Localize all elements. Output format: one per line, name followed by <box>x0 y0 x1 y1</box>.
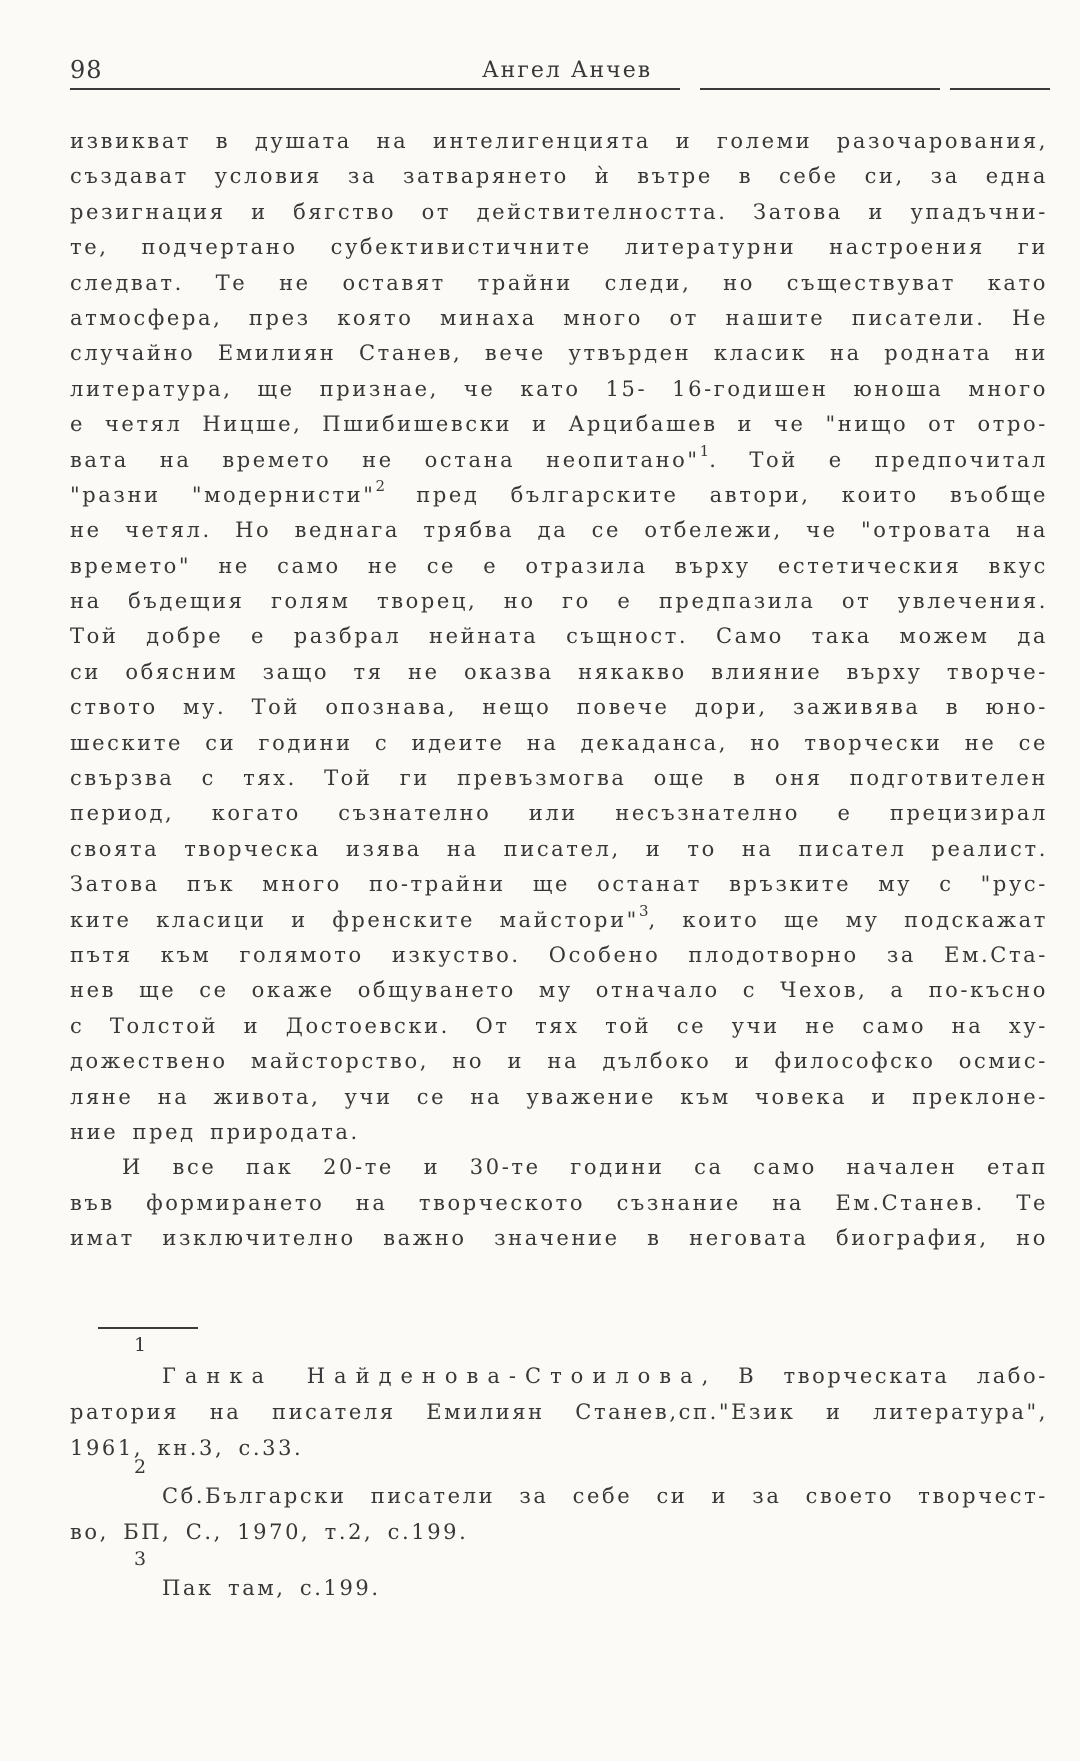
body-line-text: си обясним защо тя не оказва някакво влияние върху творче- <box>70 659 1048 684</box>
body-line <box>70 407 1048 442</box>
body-line-text: атмосфера, през която минаха много от нашите писатели. Не <box>70 305 1048 330</box>
body-line <box>70 230 1048 265</box>
body-line <box>70 1044 1048 1079</box>
footnote-line: 1961, кн.3, с.33. <box>70 1436 304 1460</box>
footnote <box>70 1334 1048 1466</box>
body-line-text: пътя към голямото изкуство. Особено плодотворно за Ем.Ста- <box>70 942 1048 967</box>
footnote-text: , В творческата лабо- <box>701 1364 1048 1388</box>
body-line <box>70 195 1048 230</box>
footnote-reference: 1 <box>699 441 710 460</box>
footnote-marker: 1 <box>134 1334 147 1356</box>
body-line <box>70 1009 1048 1044</box>
body-line-text: времето" не само не се е отразила върху естетическия вкус <box>70 553 1048 578</box>
body-line <box>70 1150 1048 1185</box>
body-line-text: Той добре е разбрал нейната същност. Само така можем да <box>70 624 1048 649</box>
body-line-text: свързва с тях. Той ги превъзмогва още в оня подготвителен <box>70 766 1048 791</box>
body-line <box>70 1115 1048 1150</box>
footnote <box>70 1548 1048 1606</box>
body-line <box>70 1186 1048 1221</box>
body-line <box>70 1080 1048 1115</box>
footnote-line: ратория на писателя Емилиян Станев,сп."Език и литература", <box>70 1400 1048 1424</box>
body-line-text: пред българските автори, които въобще <box>385 482 1048 507</box>
body-line-text: ството му. Той опознава, нещо повече дори, заживява в юно- <box>70 695 1048 720</box>
body-line <box>70 584 1048 619</box>
body-line <box>70 513 1048 548</box>
body-line-text: с Толстой и Достоевски. От тях той се учи не само на ху- <box>70 1013 1048 1038</box>
footnote-author: Ганка Найденова-Стоилова <box>162 1364 702 1388</box>
body-line <box>70 301 1048 336</box>
body-line <box>70 903 1048 938</box>
running-head: Ангел Анчев <box>482 58 653 83</box>
footnote-line: Сб.Български писатели за себе си и за своето творчест- <box>162 1484 1048 1508</box>
body-line-text: те, подчертано субективистичните литературни настроения ги <box>70 235 1048 260</box>
body-line <box>70 336 1048 371</box>
body-line <box>70 549 1048 584</box>
body-line-text: период, когато съзнателно или несъзнателно е прецизирал <box>70 801 1048 826</box>
body-line-text: е четял Ницше, Пшибишевски и Арцибашев и че "нищо от отро- <box>70 412 1048 437</box>
body-line <box>70 619 1048 654</box>
body-line-text: . Той е предпочитал <box>709 447 1048 472</box>
footnote-marker: 2 <box>134 1456 147 1478</box>
body-line-text: ние пред природата. <box>70 1119 360 1144</box>
body-line-text: извикват в душата на интелигенцията и големи разочарования, <box>70 129 1048 153</box>
body-text <box>70 124 1048 1257</box>
footnote-line <box>70 1358 1048 1394</box>
body-line <box>70 938 1048 973</box>
body-line <box>70 478 1048 513</box>
page-number: 98 <box>70 56 103 84</box>
footnote <box>70 1456 1048 1550</box>
footnote-line: Пак там, с.199. <box>162 1576 381 1600</box>
body-line-text: дожествено майсторство, но и на дълбоко и философско осмис- <box>70 1049 1048 1074</box>
body-line-text: ките класици и френските майстори" <box>70 907 639 932</box>
body-line <box>70 266 1048 301</box>
body-line-text: следват. Те не оставят трайни следи, но съществуват като <box>70 270 1048 295</box>
body-line-text: създават условия за затварянето ѝ вътре в себе си, за една <box>70 164 1048 189</box>
footnote-line: во, БП, С., 1970, т.2, с.199. <box>70 1520 469 1544</box>
footnote-reference: 3 <box>638 901 649 920</box>
header-rule <box>950 88 1050 90</box>
body-line-text: ляне на живота, учи се на уважение към човека и преклоне- <box>70 1084 1048 1109</box>
body-line-text: нев ще се окаже общуването му отначало с Чехов, а по-късно <box>70 978 1048 1003</box>
body-line <box>70 796 1048 831</box>
body-line-text: Затова пък много по-трайни ще останат връзките му с "рус- <box>70 872 1048 897</box>
footnote-separator <box>98 1327 198 1329</box>
footnote-marker: 3 <box>134 1548 147 1570</box>
body-line <box>70 124 1048 159</box>
body-line-text: случайно Емилиян Станев, вече утвърден класик на родната ни <box>70 341 1048 366</box>
body-line-text: във формирането на творческото съзнание на Ем.Станев. Те <box>70 1190 1048 1215</box>
body-line-text: "разни "модернисти" <box>70 482 376 507</box>
body-line <box>70 159 1048 194</box>
body-line <box>70 372 1048 407</box>
body-line <box>70 443 1048 478</box>
body-line-text: литература, ще признае, че като 15- 16-годишен юноша много <box>70 376 1048 401</box>
body-line <box>70 726 1048 761</box>
body-line-text: резигнация и бягство от действителността. Затова и упадъчни- <box>70 199 1048 224</box>
body-line-text: своята творческа изява на писател, и то на писател реалист. <box>70 836 1048 861</box>
body-line <box>70 867 1048 902</box>
body-line-text: вата на времето не остана неопитано" <box>70 447 700 472</box>
body-line-text: , които ще му подскажат <box>648 907 1049 932</box>
body-line <box>70 690 1048 725</box>
body-line-text: имат изключително важно значение в неговата биография, но <box>70 1226 1048 1251</box>
body-line <box>70 1221 1048 1256</box>
body-line <box>70 761 1048 796</box>
body-line <box>70 655 1048 690</box>
footnote-reference: 2 <box>375 476 386 495</box>
header-rule <box>70 88 680 90</box>
body-line-text: на бъдещия голям творец, но го е предпазила от увлечения. <box>70 589 1048 614</box>
body-line <box>70 832 1048 867</box>
header-rule <box>700 88 940 90</box>
body-line-text: не четял. Но веднага трябва да се отбележи, че "отровата на <box>70 518 1048 543</box>
body-line-text: И все пак 20-те и 30-те години са само начален етап <box>122 1155 1048 1180</box>
page-header <box>70 52 1062 92</box>
body-line-text: шеските си години с идеите на декаданса, но творчески не се <box>70 730 1048 755</box>
body-line <box>70 973 1048 1008</box>
